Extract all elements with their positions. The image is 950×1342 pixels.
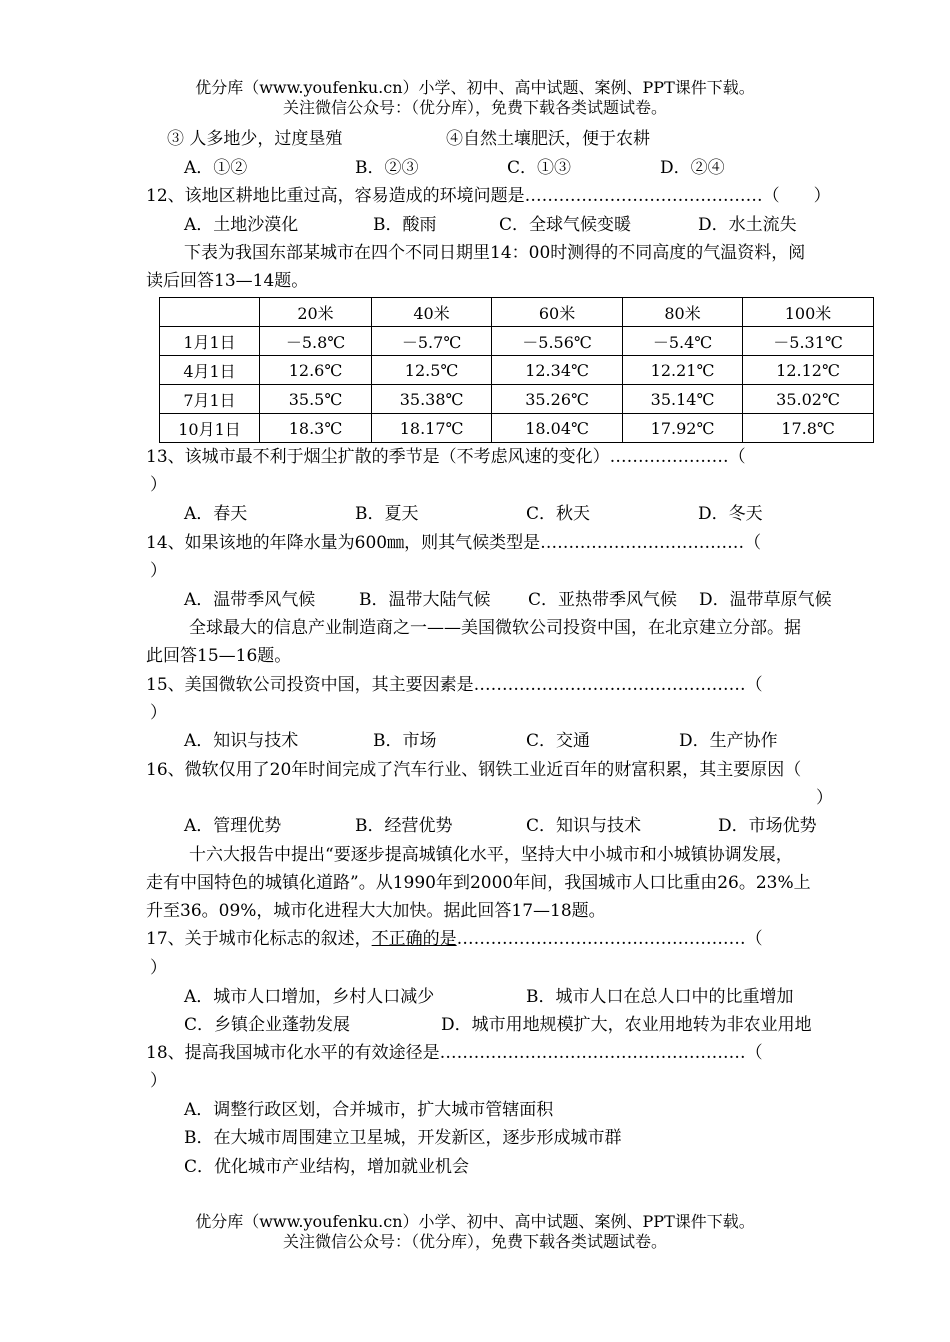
q14-stem: 14、如果该地的年降水量为600㎜，则其气候类型是………………………………（ [146, 533, 762, 553]
q17-stem-tail: ……………………………………………（ [456, 929, 763, 949]
footer-line-1: 优分库（www.youfenku.cn）小学、初中、高中试题、案例、PPT课件下载。 [195, 1212, 755, 1231]
q12-option-d: D．水土流失 [698, 215, 797, 235]
table-cell: －5.4℃ [622, 327, 742, 356]
q17-stem [146, 928, 763, 950]
intro-17-line-2: 走有中国特色的城镇化道路”。从1990年到2000年间，我国城市人口比重由26。23%上 [146, 873, 811, 893]
header-line-1: 优分库（www.youfenku.cn）小学、初中、高中试题、案例、PPT课件下载。 [195, 78, 755, 97]
table-header-cell: 40米 [372, 298, 492, 327]
footer-line-2: 关注微信公众号：（优分库），免费下载各类试题试卷。 [282, 1232, 667, 1251]
q16-stem-close: ） [816, 788, 833, 808]
table-cell: 18.04℃ [492, 414, 623, 443]
table-cell: －5.8℃ [260, 327, 372, 356]
table-cell: 18.17℃ [372, 414, 492, 443]
q14-option-a: A．温带季风气候 [184, 590, 316, 610]
intro-15-line-2: 此回答15—16题。 [146, 646, 292, 666]
table-header-cell: 60米 [492, 298, 623, 327]
intro-17-line-1: 十六大报告中提出“要逐步提高城镇化水平，坚持大中小城市和小城镇协调发展， [189, 845, 793, 865]
q12-option-a: A．土地沙漠化 [184, 215, 299, 235]
q18-stem: 18、提高我国城市化水平的有效途径是………………………………………………（ [146, 1043, 763, 1063]
table-cell: 35.02℃ [743, 385, 874, 414]
q15-option-b: B．市场 [373, 731, 437, 751]
table-row [160, 385, 874, 414]
intro-15-line-1: 全球最大的信息产业制造商之一——美国微软公司投资中国，在北京建立分部。据 [189, 618, 801, 638]
q13-option-d: D．冬天 [698, 504, 763, 524]
table-cell: 10月1日 [160, 414, 260, 443]
table-cell: －5.31℃ [743, 327, 874, 356]
table-cell: 12.6℃ [260, 356, 372, 385]
intro-17-line-3: 升至36。09%，城市化进程大大加快。据此回答17—18题。 [146, 901, 606, 921]
q15-option-a: A．知识与技术 [184, 731, 299, 751]
table-cell: 35.26℃ [492, 385, 623, 414]
q15-option-d: D．生产协作 [679, 731, 778, 751]
table-cell: 17.92℃ [622, 414, 742, 443]
q11-item-4: ④自然土壤肥沃，便于农耕 [446, 129, 650, 149]
table-cell: 4月1日 [160, 356, 260, 385]
q11-item-3: ③ 人多地少，过度垦殖 [167, 129, 343, 149]
temperature-table [159, 297, 874, 443]
table-cell: －5.7℃ [372, 327, 492, 356]
table-cell: 7月1日 [160, 385, 260, 414]
q16-option-c: C．知识与技术 [526, 816, 642, 836]
q15-stem-close: ） [150, 703, 167, 723]
table-cell: 35.5℃ [260, 385, 372, 414]
q13-option-b: B．夏天 [355, 504, 419, 524]
q17-option-b: B．城市人口在总人口中的比重增加 [526, 987, 794, 1007]
table-header-cell: 80米 [622, 298, 742, 327]
q18-option-c: C．优化城市产业结构，增加就业机会 [184, 1157, 470, 1177]
header-line-2: 关注微信公众号：（优分库），免费下载各类试题试卷。 [282, 98, 667, 117]
q11-option-c: C．①③ [507, 158, 572, 178]
table-header-cell: 100米 [743, 298, 874, 327]
q17-option-a: A．城市人口增加，乡村人口减少 [184, 987, 435, 1007]
q14-stem-close: ） [150, 561, 167, 581]
table-header-row [160, 298, 874, 327]
q15-option-c: C．交通 [526, 731, 591, 751]
q17-option-d: D．城市用地规模扩大，农业用地转为非农业用地 [441, 1015, 812, 1035]
q14-option-d: D．温带草原气候 [699, 590, 832, 610]
table-cell: 18.3℃ [260, 414, 372, 443]
q13-option-c: C．秋天 [526, 504, 591, 524]
table-row [160, 327, 874, 356]
q18-option-a: A．调整行政区划，合并城市，扩大城市管辖面积 [184, 1100, 554, 1120]
table-cell: 12.12℃ [743, 356, 874, 385]
table-cell: －5.56℃ [492, 327, 623, 356]
intro-13-line-1: 下表为我国东部某城市在四个不同日期里14：00时测得的不同高度的气温资料，阅 [184, 243, 806, 263]
q12-option-b: B．酸雨 [373, 215, 437, 235]
q11-option-b: B．②③ [355, 158, 419, 178]
q11-option-a: A．①② [184, 158, 248, 178]
table-row [160, 356, 874, 385]
q12-stem: 12、该地区耕地比重过高，容易造成的环境问题是……………………………………（ ） [146, 186, 831, 206]
table-cell: 1月1日 [160, 327, 260, 356]
table-cell: 17.8℃ [743, 414, 874, 443]
q17-stem-close: ） [150, 958, 167, 978]
table-cell: 35.14℃ [622, 385, 742, 414]
q17-stem-lead: 17、关于城市化标志的叙述， [146, 929, 372, 949]
q17-stem-underlined: 不正确的是 [371, 929, 457, 949]
table-cell: 35.38℃ [372, 385, 492, 414]
q16-stem: 16、微软仅用了20年时间完成了汽车行业、钢铁工业近百年的财富积累，其主要原因（ [146, 760, 802, 780]
table-row [160, 414, 874, 443]
q15-stem: 15、美国微软公司投资中国，其主要因素是…………………………………………（ [146, 675, 763, 695]
q14-option-b: B．温带大陆气候 [359, 590, 491, 610]
q16-option-a: A．管理优势 [184, 816, 282, 836]
q13-stem: 13、该城市最不利于烟尘扩散的季节是（不考虑风速的变化）…………………（ [146, 447, 746, 467]
q16-option-d: D．市场优势 [718, 816, 817, 836]
table-cell: 12.34℃ [492, 356, 623, 385]
q18-option-b: B．在大城市周围建立卫星城，开发新区，逐步形成城市群 [184, 1128, 622, 1148]
table-cell: 12.21℃ [622, 356, 742, 385]
table-cell: 12.5℃ [372, 356, 492, 385]
table-header-cell [160, 298, 260, 327]
q18-stem-close: ） [150, 1071, 167, 1091]
q12-option-c: C．全球气候变暖 [499, 215, 632, 235]
q14-option-c: C．亚热带季风气候 [528, 590, 678, 610]
q13-option-a: A．春天 [184, 504, 248, 524]
q17-option-c: C．乡镇企业蓬勃发展 [184, 1015, 351, 1035]
intro-13-line-2: 读后回答13—14题。 [146, 271, 309, 291]
q11-option-d: D．②④ [660, 158, 725, 178]
table-header-cell: 20米 [260, 298, 372, 327]
q13-stem-close: ） [150, 475, 167, 495]
q16-option-b: B．经营优势 [355, 816, 453, 836]
